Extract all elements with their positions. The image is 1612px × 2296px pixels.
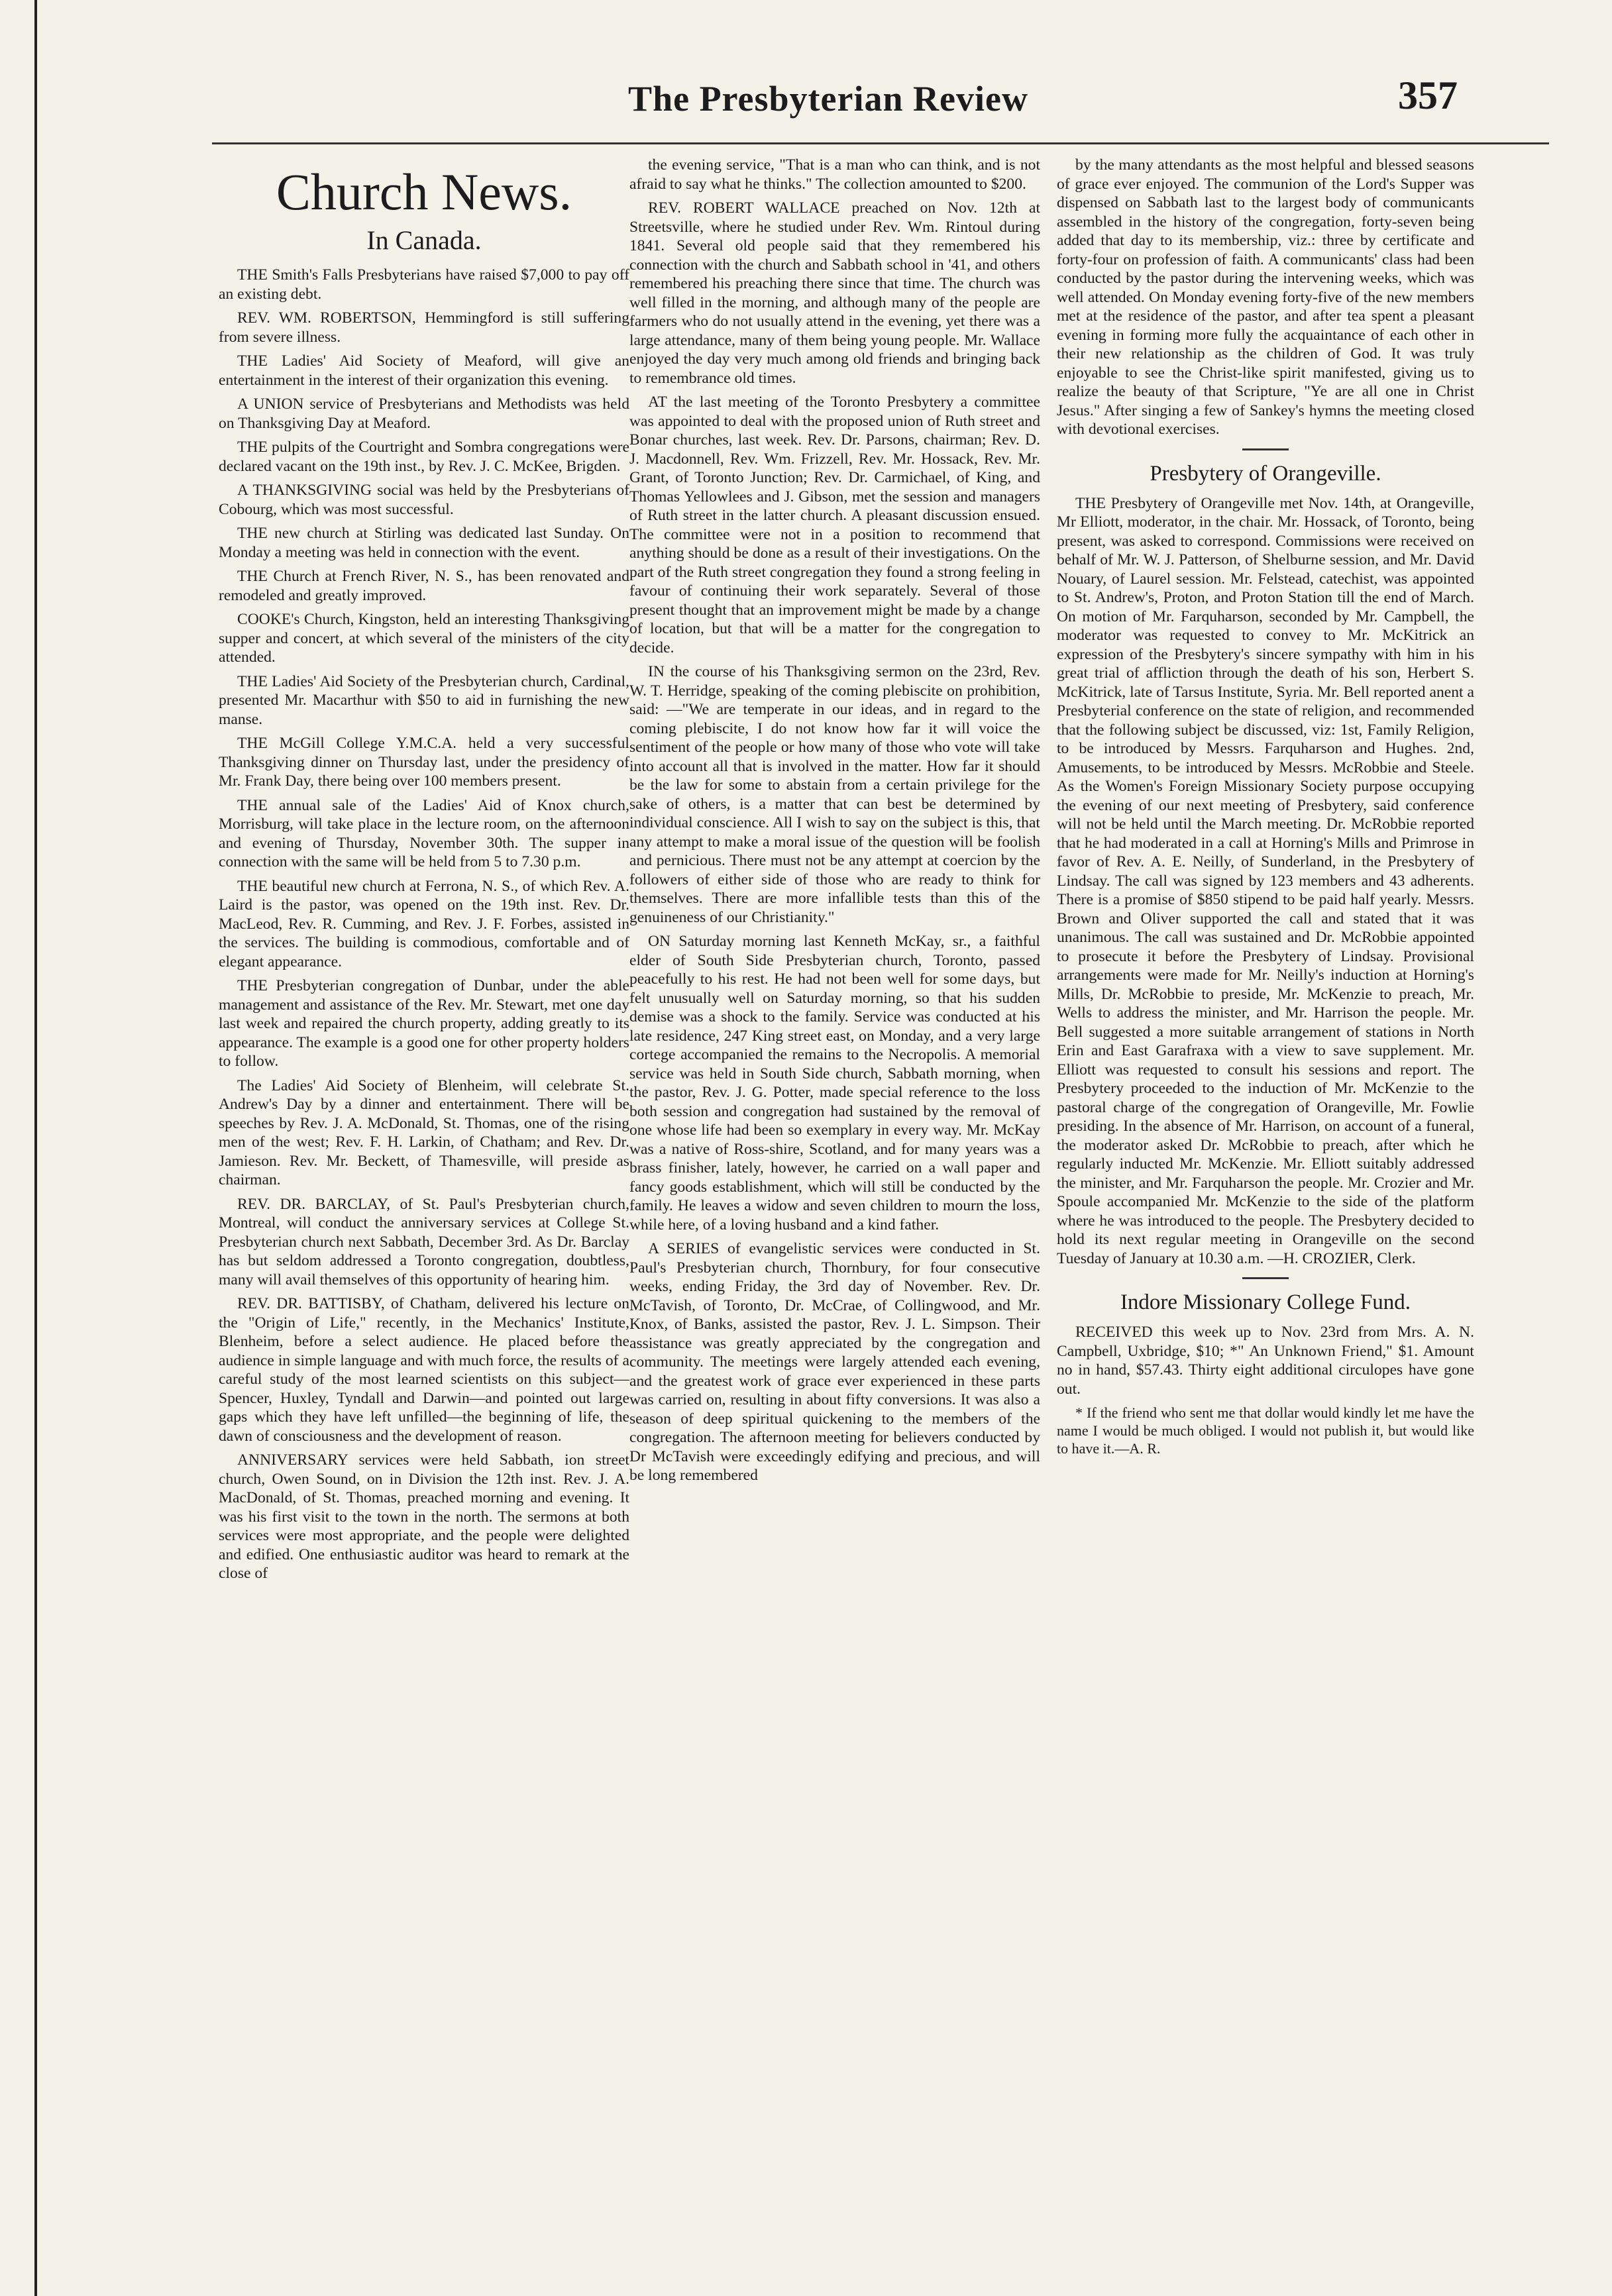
indore-title: Indore Missionary College Fund. xyxy=(1120,1290,1411,1314)
news-paragraph: by the many attendants as the most helpful and blessed seasons of grace ever enjoyed. The communion of the Lord's Supper was dispensed on Sabbath last to the largest body of communicants assembled in the history of the congregation, forty-seven being added that day to its membership, viz.: three by certificate and forty-four on profession of faith. A communicants' class had been conducted by the pastor during the intervening weeks, which was well attended. On Monday evening forty-five of the new members met at the residence of the pastor, and after tea spent a pleasant evening in forming more fully the acquaintance of each other in their new relationship as the children of God. It was truly enjoyable to see the Christ-like spirit manifested, giving us to realize the beauty of that Scripture, "Ye are all one in Christ Jesus." After singing a few of Sankey's hymns the meeting closed with devotional exercises. xyxy=(1057,156,1474,438)
orangeville-body xyxy=(1057,494,1474,1269)
news-paragraph: THE McGill College Y.M.C.A. held a very successful Thanksgiving dinner on Thursday last, under the presidency of Mr. Frank Day, there being over 100 members present. xyxy=(219,735,629,790)
page-number: 357 xyxy=(1398,74,1458,117)
column-1 xyxy=(219,156,629,2249)
column-1-body xyxy=(219,266,629,1583)
news-paragraph: REV. DR. BATTISBY, of Chatham, delivered his lecture on the "Origin of Life," recently, in the Mechanics' Institute, Blenheim, before a select audience. He placed before the audience in simple language and with much force, the results of a careful study of the most learned scientists on this subject—Spencer, Huxley, Tyndall and Darwin—and pointed out large gaps which they have left unfilled—the beginning of life, the dawn of consciousness and the development of reason. xyxy=(219,1295,629,1445)
news-paragraph: IN the course of his Thanksgiving sermon on the 23rd, Rev. W. T. Herridge, speaking of the coming plebiscite on prohibition, said: —"We are temperate in our ideas, and in regard to the coming plebiscite, I do not know how far it will voice the sentiment of the people or how many of those who vote will take into account all that is involved in the matter. How far it should be the law for some to abstain from a certain privilege for the sake of others, is a matter that can best be determined by individual conscience. All I wish to say on the subject is this, that any attempt to make a moral issue of the question will be foolish and pernicious. There must not be any attempt at coercion by the followers of either side of those who are ready to think for themselves. There are more infallible tests than this of the genuineness of our Christianity." xyxy=(629,663,1040,926)
news-paragraph: THE pulpits of the Courtright and Sombra congregations were declared vacant on the 19th inst., by Rev. J. C. McKee, Brigden. xyxy=(219,439,629,475)
column-2 xyxy=(629,156,1040,2249)
column-3-body xyxy=(1057,156,1474,439)
news-paragraph: the evening service, "That is a man who can think, and is not afraid to say what he thinks." The collection amounted to $200. xyxy=(629,156,1040,193)
section-title: Church News. xyxy=(276,163,572,221)
news-paragraph: THE Ladies' Aid Society of the Presbyterian church, Cardinal, presented Mr. Macarthur with $50 to aid in furnishing the new manse. xyxy=(219,672,629,728)
news-paragraph: REV. WM. ROBERTSON, Hemmingford is still suffering from severe illness. xyxy=(219,309,629,346)
news-paragraph: A UNION service of Presbyterians and Methodists was held on Thanksgiving Day at Meaford. xyxy=(219,395,629,432)
news-paragraph: A THANKSGIVING social was held by the Presbyterians of Cobourg, which was most successful. xyxy=(219,482,629,518)
news-paragraph: THE Smith's Falls Presbyterians have raised $7,000 to pay off an existing debt. xyxy=(219,266,629,303)
news-paragraph: THE Ladies' Aid Society of Meaford, will give an entertainment in the interest of their organization this evening. xyxy=(219,352,629,389)
news-paragraph: REV. DR. BARCLAY, of St. Paul's Presbyterian church, Montreal, will conduct the anniversary services at College St. Presbyterian church next Sabbath, December 3rd. As Dr. Barclay has but seldom addressed a Toronto congregation, doubtless, many will avail themselves of this opportunity of hearing him. xyxy=(219,1195,629,1288)
news-paragraph: THE beautiful new church at Ferrona, N. S., of which Rev. A. Laird is the pastor, was opened on the 19th inst. Rev. Dr. MacLeod, Rev. R. Cumming, and Rev. J. F. Forbes, assisted in the services. The building is commodious, comfortable and of elegant appearance. xyxy=(219,877,629,970)
news-paragraph: A SERIES of evangelistic services were conducted in St. Paul's Presbyterian church, Thornbury, for four consecutive weeks, ending Friday, the 3rd day of November. Rev. Dr. McTavish, of Toronto, Dr. McCrae, of Collingwood, and Mr. Knox, of Banks, assisted the pastor, Rev. J. L. Simpson. Their assistance was greatly appreciated by the congregation and community. The meetings were largely attended each evening, and the greatest work of grace ever experienced in these parts was carried on, resulting in about fifty conversions. It was also a season of deep spiritual quickening to the members of the congregation. The afternoon meeting for believers conducted by Dr McTavish were exceedingly edifying and precious, and will be long remembered xyxy=(629,1240,1040,1484)
running-title: The Presbyterian Review xyxy=(628,79,1028,119)
news-paragraph: ANNIVERSARY services were held Sabbath, ion street church, Owen Sound, on in Division the 12th inst. Rev. J. A. MacDonald, of St. Thomas, preached morning and evening. It was his first visit to the town in the north. The sermons at both services were most appropriate, and the people were delighted and edified. One enthusiastic auditor was heard to remark at the close of xyxy=(219,1451,629,1582)
news-paragraph: REV. ROBERT WALLACE preached on Nov. 12th at Streetsville, where he studied under Rev. Wm. Rintoul during 1841. Several old people said that they remembered his connection with the church and Sabbath school in '41, and others remembered his preaching there since that time. The church was well filled in the morning, and although many of the people are farmers who do not usually attend in the evening, yet there was a large attendance, many of them being young people. Mr. Wallace enjoyed the day very much among old friends and bringing back to remembrance old times. xyxy=(629,199,1040,387)
news-paragraph: THE Presbytery of Orangeville met Nov. 14th, at Orangeville, Mr Elliott, moderator, in the chair. Mr. Hossack, of Toronto, being present, was asked to correspond. Commissions were received on behalf of Mr. W. J. Patterson, of Shelburne session, and Mr. David Nouary, of Laurel session. Mr. Felstead, catechist, was appointed to St. Andrew's, Proton, and Proton Station till the end of March. On motion of Mr. Farquharson, seconded by Mr. Campbell, the moderator was requested to convey to Mr. McKitrick an expression of the Presbytery's sincere sympathy with him in his great trial of affliction through the death of his son, Herbert S. McKitrick, late of Tarsus Institute, Syria. Mr. Bell reported anent a Presbyterial conference on the state of religion, and recommended that the following subject be discussed, viz: 1st, Family Religion, to be introduced by Messrs. Farquharson and Hughes. 2nd, Amusements, to be introduced by Messrs. McRobbie and Steele. As the Women's Foreign Missionary Society purpose occupying the evening of our next meeting of Presbytery, said conference will not be held until the March meeting. Dr. McRobbie reported that he had moderated in a call at Horning's Mills and Primrose in favor of Rev. A. E. Neilly, of Sunderland, in the Presbytery of Lindsay. The call was signed by 123 members and 43 adherents. There is a promise of $850 stipend to be paid half yearly. Messrs. Brown and Oliver supported the call and stated that it was unanimous. The call was sustained and Dr. McRobbie appointed to prosecute it before the Presbytery of Lindsay. Provisional arrangements were made for Mr. Neilly's induction at Horning's Mills, Dr. McRobbie to preside, Mr. McKenzie to preach, Mr. Wells to address the minister, and Mr. Harrison the people. Mr. Bell suggested a more suitable arrangement of stations in North Erin and East Garafraxa with a view to save supplement. Mr. Elliott was requested to consult his sessions and report. The Presbytery proceeded to the induction of Mr. McKenzie to the pastoral charge of the congregation of Orangeville, Mr. Fowlie presiding. In the absence of Mr. Harrison, on account of a funeral, the moderator asked Dr. McRobbie to preach, after which he regularly inducted Mr. McKenzie. Mr. Elliott suitably addressed the minister, and Mr. Farquharson the people. Mr. Crozier and Mr. Spoule accompanied Mr. McKenzie to the side of the platform where he was introduced to the people. The Presbytery decided to hold its next regular meeting in Orangeville on the second Tuesday of January at 10.30 a.m. —H. CROZIER, Clerk. xyxy=(1057,494,1474,1267)
section-separator xyxy=(1242,1277,1289,1279)
news-paragraph: THE new church at Stirling was dedicated last Sunday. On Monday a meeting was held in connection with the event. xyxy=(219,525,629,561)
section-separator xyxy=(1242,448,1289,450)
news-paragraph: THE annual sale of the Ladies' Aid of Knox church, Morrisburg, will take place in the lecture room, on the afternoon and evening of Thursday, November 30th. The supper in connection with the same will be held from 5 to 7.30 p.m. xyxy=(219,796,629,870)
news-paragraph: COOKE's Church, Kingston, held an interesting Thanksgiving supper and concert, at which several of the ministers of the city attended. xyxy=(219,611,629,666)
indore-body xyxy=(1057,1323,1474,1398)
margin-binding-rule xyxy=(34,0,37,2296)
header-rule xyxy=(212,142,1549,144)
news-paragraph: RECEIVED this week up to Nov. 23rd from Mrs. A. N. Campbell, Uxbridge, $10; *" An Unknown Friend," $1. Amount no in hand, $57.43. Thirty eight additional circulopes have gone out. xyxy=(1057,1324,1474,1398)
news-paragraph: THE Church at French River, N. S., has been renovated and remodeled and greatly improved. xyxy=(219,568,629,604)
column-2-body xyxy=(629,156,1040,1485)
orangeville-title: Presbytery of Orangeville. xyxy=(1150,461,1381,486)
column-3 xyxy=(1057,156,1474,2249)
news-paragraph: ON Saturday morning last Kenneth McKay, sr., a faithful elder of South Side Presbyterian church, Toronto, passed peacefully to his rest. He had not been well for some days, but felt unusually well on Saturday morning, so that his sudden demise was a shock to the family. Service was conducted at his late residence, 247 King street east, on Monday, and a very large cortege accompanied the remains to the Necropolis. A memorial service was held in South Side church, Sabbath morning, when the pastor, Rev. J. G. Potter, made special reference to the loss both session and congregation had sustained by the removal of one whose life had been so exemplary in every way. Mr. McKay was a native of Ross-shire, Scotland, and for many years was a brass finisher, lately, however, he carried on a wall paper and fancy goods establishment, which will still be conducted by the family. He leaves a widow and seven children to mourn the loss, while here, of a loving husband and a kind father. xyxy=(629,933,1040,1233)
news-paragraph: The Ladies' Aid Society of Blenheim, will celebrate St. Andrew's Day by a dinner and entertainment. There will be speeches by Rev. J. A. McDonald, St. Thomas, one of the rising men of the west; Rev. F. H. Larkin, of Chatham; and Rev. Dr. Jamieson. Rev. Mr. Beckett, of Thamesville, will preside as chairman. xyxy=(219,1076,629,1188)
news-paragraph: THE Presbyterian congregation of Dunbar, under the able management and assistance of the Rev. Mr. Stewart, met one day last week and repaired the church property, adding greatly to its appearance. The example is a good one for other property holders to follow. xyxy=(219,977,629,1070)
news-paragraph: AT the last meeting of the Toronto Presbytery a committee was appointed to deal with the proposed union of Ruth street and Bonar churches, last week. Rev. Dr. Parsons, chairman; Rev. D. J. Macdonnell, Rev. Wm. Frizzell, Rev. Mr. Hossack, Rev. Mr. Grant, of Toronto Junction; Rev. Dr. Carmichael, of King, and Thomas Yellowlees and J. Gibson, met the session and managers of Ruth street in the latter church. A pleasant discussion ensued. The committee were not in a position to recommend that anything should be done as a result of their investigations. On the part of the Ruth street congregation they found a strong feeling in favour of continuing their work separately. Several of those present thought that an improvement might be made by a change of location, but that will be a matter for the congregation to decide. xyxy=(629,393,1040,656)
section-subtitle: In Canada. xyxy=(366,225,482,255)
indore-footnote: * If the friend who sent me that dollar would kindly let me have the name I would be much obliged. I would not publish it, but would like to have it.—A. R. xyxy=(1057,1404,1474,1457)
